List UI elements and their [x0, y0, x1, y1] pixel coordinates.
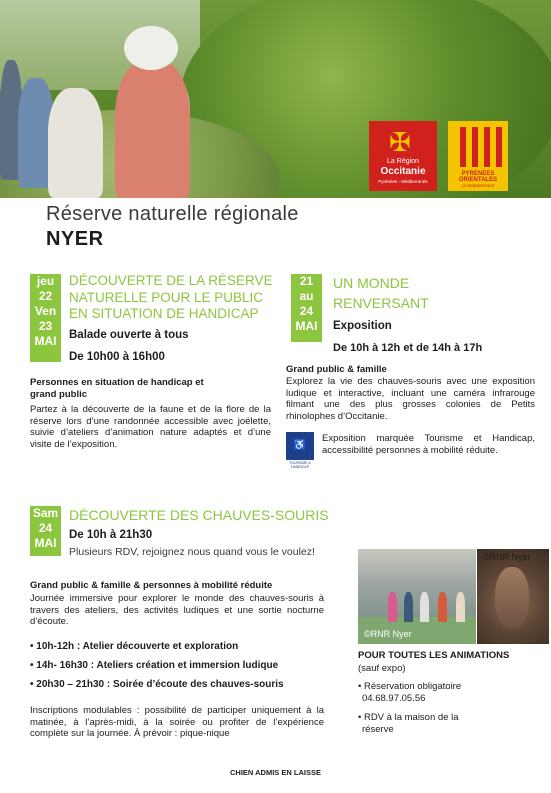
event1-date-day2: Ven: [34, 304, 57, 318]
visitor-figure: [420, 592, 429, 622]
info-title: POUR TOUTES LES ANIMATIONS: [358, 650, 510, 661]
info-phone: 04.68.97.05.56: [362, 693, 426, 704]
event2-subtitle: Exposition: [333, 320, 392, 332]
event1-time: De 10h00 à 16h00: [69, 351, 165, 363]
event2-description: Explorez la vie des chauves-souris avec une exposition ludique et interactive, incluant une caméra infrarouge filmant une des plus grosses colonies de Petits rhinolophes d’Occitanie.: [286, 376, 535, 422]
event3-date-num: 24: [38, 521, 53, 535]
event2-date-au: au: [299, 289, 314, 303]
page-title: Réserve naturelle régionale: [46, 203, 299, 225]
hero-hat: [124, 26, 178, 70]
visitor-figure: [456, 592, 465, 622]
region-logo-line2: Occitanie: [380, 166, 426, 177]
dept-logo-line2: Le Département: [461, 183, 495, 188]
event1-title-line: EN SITUATION DE HANDICAP: [69, 306, 259, 321]
photo-credit-left: ©RNR Nyer: [364, 629, 412, 639]
visitor-figure: [404, 592, 413, 622]
event1-audience: [30, 377, 280, 401]
bat-icon: [495, 567, 529, 629]
event3-time: De 10h à 21h30: [69, 529, 153, 541]
visitor-figure: [438, 592, 447, 622]
event2-accessibility-note: Exposition marquée Tourisme et Handicap, accessibilité personnes à mobilité réduite.: [322, 433, 535, 456]
event1-audience-line: Personnes en situation de handicap et: [30, 377, 204, 388]
event3-schedule-item: • 14h- 16h30 : Ateliers création et immersion ludique: [30, 660, 279, 671]
event3-schedule-item: • 10h-12h : Atelier découverte et exploration: [30, 641, 239, 652]
hero-hiker: [48, 88, 103, 198]
dogs-allowed-note: CHIEN ADMIS EN LAISSE: [230, 768, 321, 777]
event2-date-start: 21: [299, 274, 314, 288]
event1-description: Partez à la découverte de la faune et de la flore de la réserve lors d’une randonnée accessible avec joëlette, suivie d’ateliers d’animation nature adaptés et d’une visite de l’exposition.: [30, 404, 271, 450]
dept-logo-line1: PYRENEES ORIENTALES: [458, 171, 498, 183]
region-occitanie-logo: [369, 121, 437, 191]
event1-date-badge: [30, 274, 61, 362]
departement-logo: [448, 121, 508, 191]
info-rdv-line: • RDV à la maison de la: [358, 712, 459, 723]
event3-note: Plusieurs RDV, rejoignez nous quand vous le voulez!: [69, 546, 315, 558]
event1-date-day1: jeu: [36, 274, 55, 288]
event2-title: [333, 273, 533, 313]
event1-title-line: NATURELLE POUR LE PUBLIC: [69, 289, 264, 305]
visitor-figure: [388, 592, 397, 622]
event1-audience-line: grand public: [30, 389, 87, 400]
event2-time: De 10h à 12h et de 14h à 17h: [333, 342, 483, 354]
event2-audience: Grand public & famille: [286, 364, 387, 375]
hero-hiker-main: [115, 60, 190, 198]
event2-date-end: 24: [299, 304, 314, 318]
event3-footer-note: Inscriptions modulables : possibilité de participer uniquement à la matinée, à l’après-midi, à la soirée ou profiter de l’expérience complète sur la journée. À prévoir : pique-nique: [30, 705, 324, 739]
accessibility-icon: ♿: [293, 440, 307, 451]
event3-date-day: Sam: [32, 506, 59, 520]
event1-title: [69, 273, 279, 323]
event1-date-num2: 23: [38, 319, 53, 333]
event1-subtitle: Balade ouverte à tous: [69, 329, 189, 341]
region-logo-line1: La Région: [387, 158, 419, 165]
tourisme-handicap-label: TOURISME & HANDICAP: [289, 461, 311, 469]
event2-date-badge: [291, 274, 322, 342]
page-subtitle: NYER: [46, 228, 104, 250]
event2-date-month: MAI: [295, 319, 318, 333]
bat-photo: [477, 549, 549, 644]
info-reservation: • Réservation obligatoire: [358, 681, 462, 692]
event1-date-num1: 22: [38, 289, 53, 303]
exhibition-photo: [358, 549, 476, 644]
event3-audience: Grand public & famille & personnes à mobilité réduite: [30, 580, 273, 591]
region-logo-line3: Pyrénées - Méditerranée: [378, 179, 428, 184]
event2-title-line: UN MONDE: [333, 275, 410, 291]
event3-title: DÉCOUVERTE DES CHAUVES-SOURIS: [69, 507, 329, 523]
occitan-cross-icon: ✠: [389, 127, 411, 157]
event1-date-month: MAI: [34, 334, 57, 348]
info-rdv-line: réserve: [362, 723, 394, 735]
tourisme-handicap-badge: [286, 432, 314, 469]
event3-description: Journée immersive pour explorer le monde des chauves-souris à travers des ateliers, des activités ludiques et une sortie nocturne d’écoute.: [30, 593, 324, 627]
catalan-flag-icon: [454, 127, 502, 167]
event1-title-line: DÉCOUVERTE DE LA RÉSERVE: [69, 273, 273, 288]
event3-date-badge: [30, 506, 61, 556]
info-rdv: [358, 712, 458, 735]
info-subtitle: (sauf expo): [358, 663, 406, 674]
photo-credit-right: ©RNR Nyer: [483, 552, 531, 562]
event3-date-month: MAI: [34, 536, 57, 550]
event3-schedule-item: • 20h30 – 21h30 : Soirée d’écoute des chauves-souris: [30, 679, 284, 690]
event2-title-line: RENVERSANT: [333, 295, 429, 311]
